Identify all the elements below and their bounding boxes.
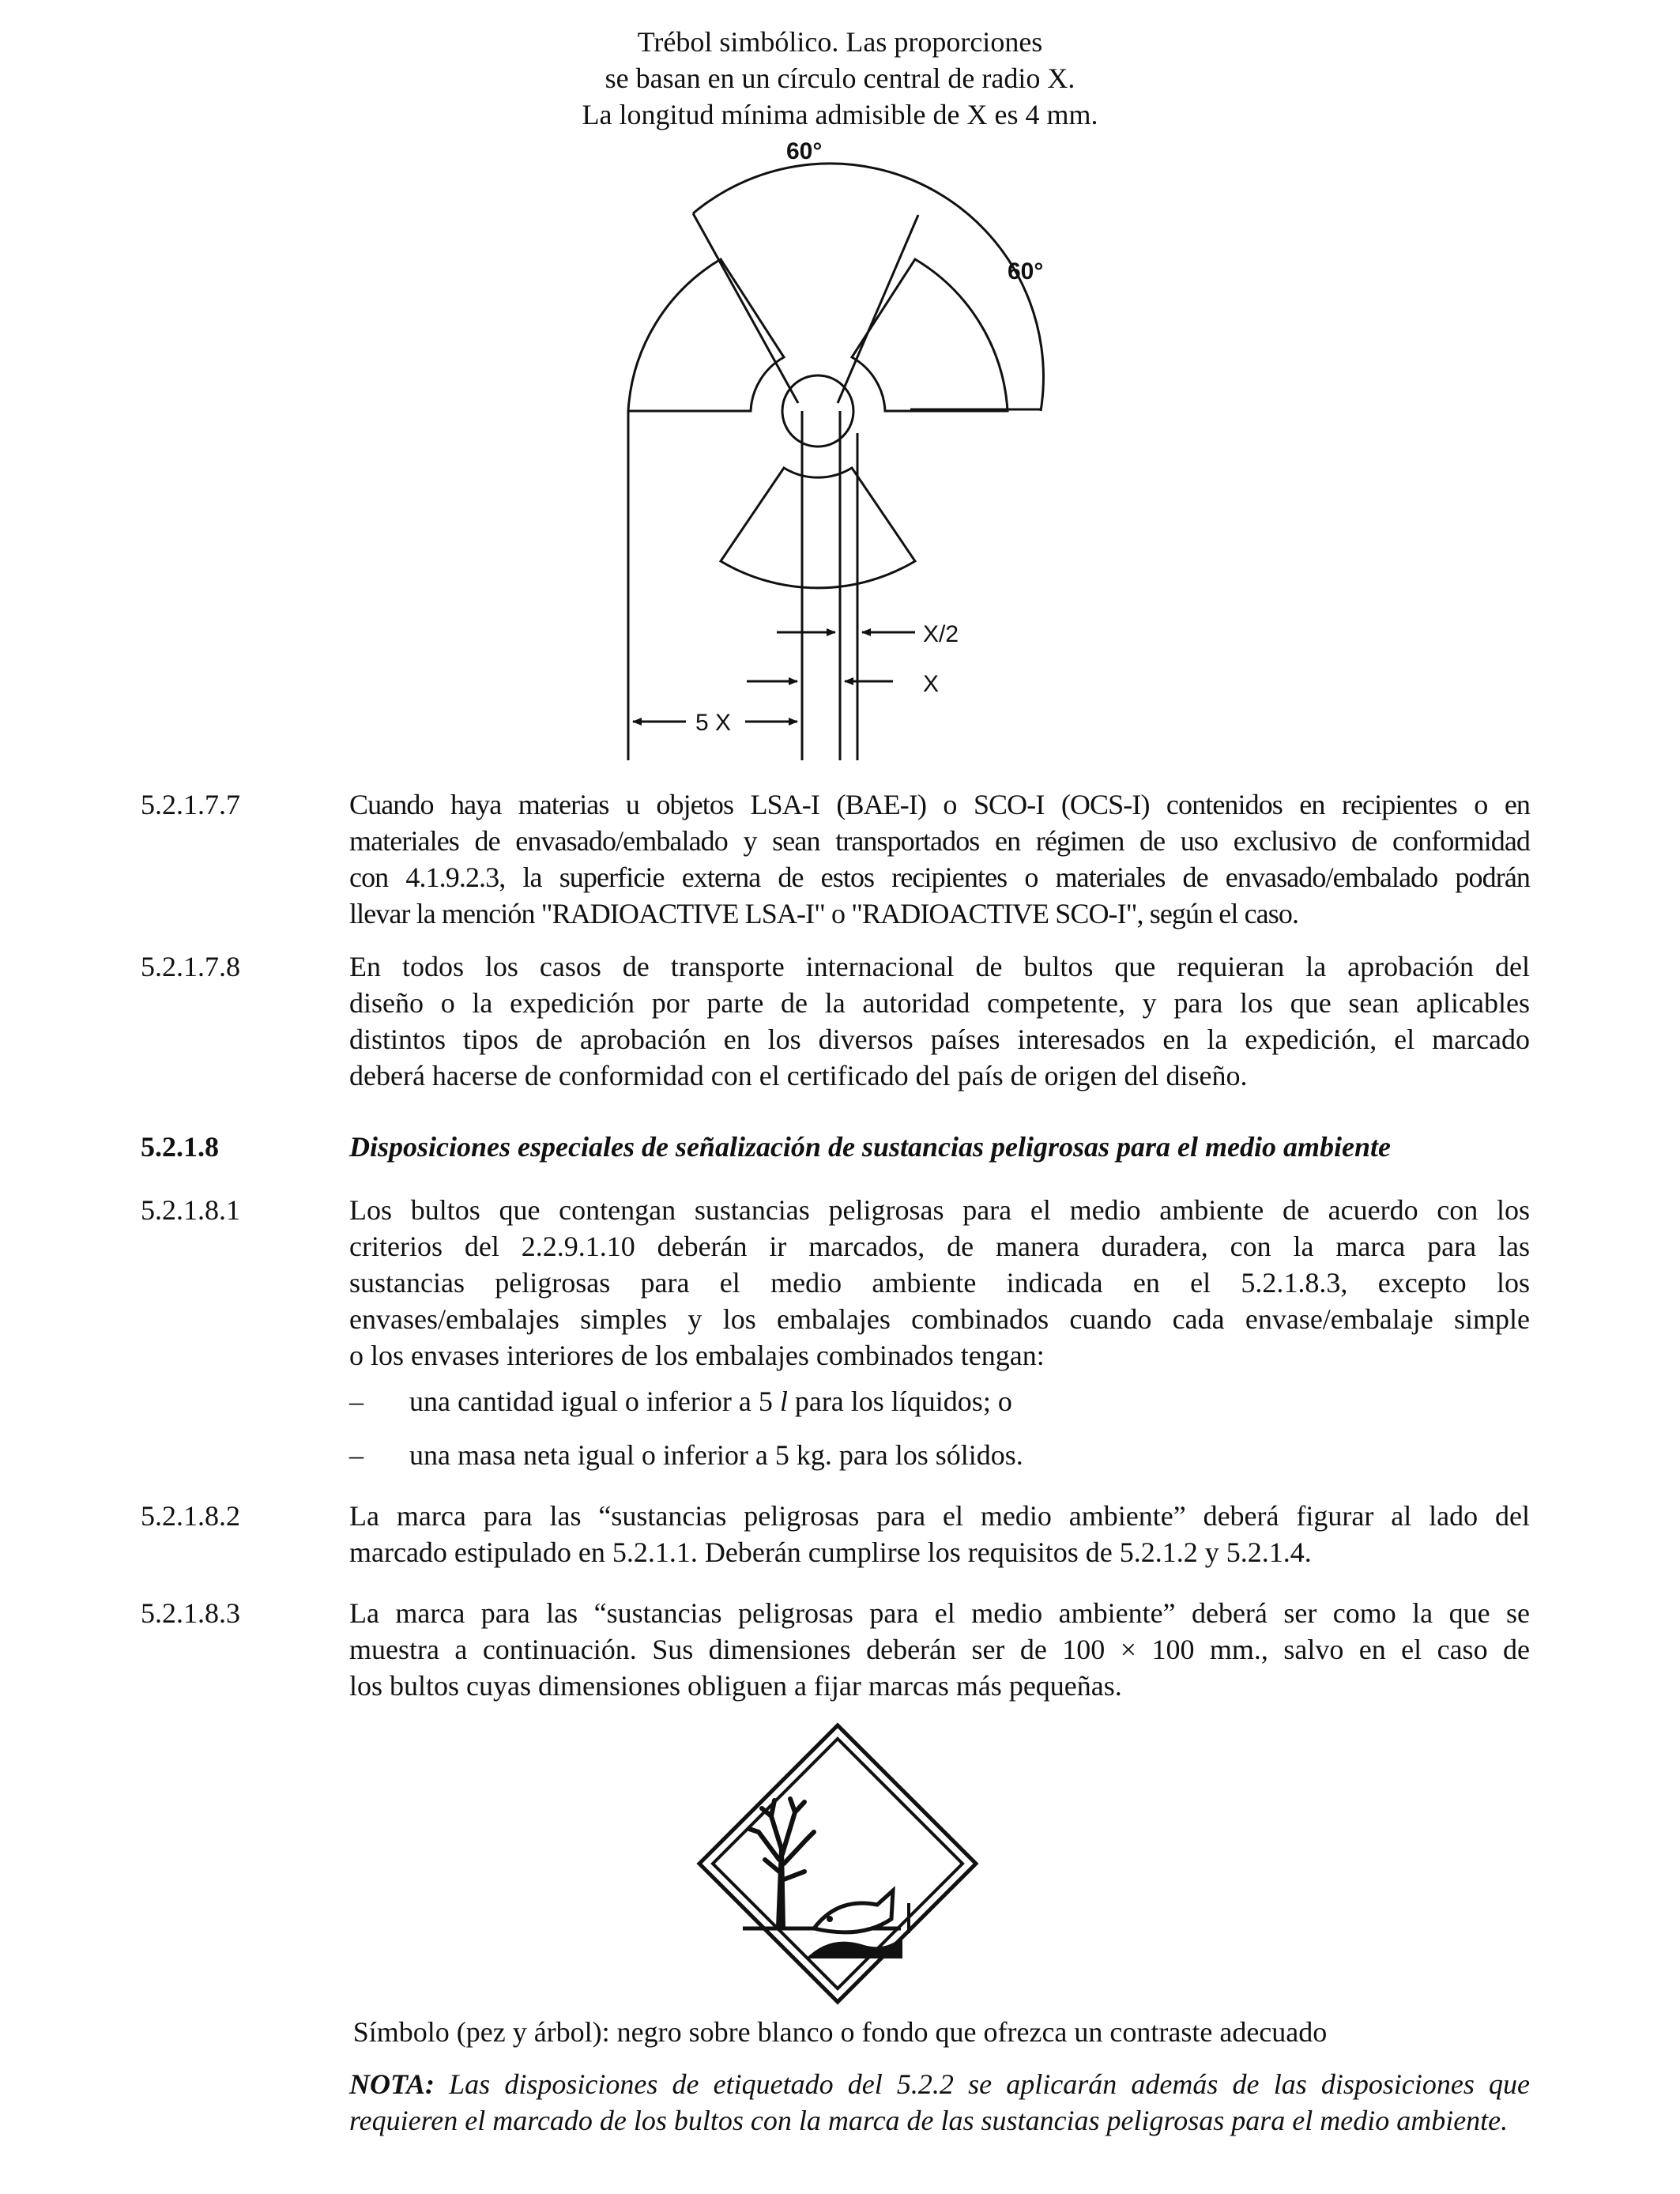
paragraph-number: 5.2.1.7.7 — [141, 789, 240, 820]
paragraph-number: 5.2.1.7.8 — [141, 951, 240, 982]
symbol-caption: Símbolo (pez y árbol): negro sobre blanco o fondo que ofrezca un contraste adecuado — [352, 2016, 1328, 2048]
caption-line-2: se basan en un círculo central de radio X. — [605, 62, 1075, 94]
angle-arc — [693, 164, 1043, 411]
text-line: llevar la mención "RADIOACTIVE LSA-I" o "RADIOACTIVE SCO-I", según el caso. — [349, 898, 1299, 929]
list-item-text: una cantidad igual o inferior a 5 l para los líquidos; o — [409, 1385, 1012, 1417]
text-line: La marca para las “sustancias peligrosas para el medio ambiente” deberá figurar al lado del — [349, 1500, 1530, 1532]
dash-bullet: – — [349, 1385, 363, 1417]
paragraph-number: 5.2.1.8.1 — [141, 1194, 240, 1226]
trefoil-center-circle — [782, 375, 853, 447]
dash-bullet: – — [349, 1439, 363, 1471]
list-item-text: una masa neta igual o inferior a 5 kg. para los sólidos. — [409, 1439, 1023, 1471]
text-line: envases/embalajes simples y los embalajes combinados cuando cada envase/embalaje simple — [349, 1303, 1530, 1335]
section-title: Disposiciones especiales de señalización de sustancias peligrosas para el medio ambiente — [349, 1131, 1391, 1163]
paragraph-text — [349, 786, 1530, 932]
text-line: sustancias peligrosas para el medio ambiente indicada en el 5.2.1.8.3, excepto los — [349, 1267, 1530, 1299]
note-text: Las disposiciones de etiquetado del 5.2.2 se aplicarán además de las disposiciones que — [435, 2068, 1530, 2100]
environment-hazard-mark — [695, 1721, 980, 2006]
diamond-border — [699, 1725, 976, 2002]
figure-caption — [0, 24, 1680, 133]
label-x: X — [923, 671, 940, 697]
trefoil-diagram — [601, 136, 1075, 768]
paragraph-text — [349, 1498, 1530, 1570]
text-line: Los bultos que contengan sustancias peligrosas para el medio ambiente de acuerdo con los — [349, 1194, 1530, 1226]
label-5x: 5 X — [695, 710, 732, 736]
text-line: los bultos cuyas dimensiones obliguen a fijar marcas más pequeñas. — [349, 1670, 1122, 1702]
paragraph-text — [349, 1192, 1530, 1374]
text-line: En todos los casos de transporte internacional de bultos que requieran la aprobación del — [349, 951, 1530, 982]
caption-line-1: Trébol simbólico. Las proporciones — [637, 26, 1043, 58]
trefoil-blade-right — [852, 259, 1008, 411]
text-line: muestra a continuación. Sus dimensiones deberán ser de 100 × 100 mm., salvo en el caso de — [349, 1634, 1530, 1665]
text-line: criterios del 2.2.9.1.10 deberán ir marcados, de manera duradera, con la marca para las — [349, 1231, 1530, 1262]
note-label: NOTA: — [349, 2068, 435, 2100]
note-text: requieren el marcado de los bultos con la marca de las sustancias peligrosas para el medio ambiente. — [349, 2105, 1509, 2136]
text-line: distintos tipos de aprobación en los diversos países interesados en la expedición, el marcado — [349, 1023, 1530, 1055]
text-line: o los envases interiores de los embalajes combinados tengan: — [349, 1340, 1045, 1371]
paragraph-number: 5.2.1.8.3 — [141, 1597, 240, 1629]
label-angle-right: 60° — [1008, 258, 1044, 285]
text-line: con 4.1.9.2.3, la superficie externa de estos recipientes o materiales de envasado/embalado podrán — [349, 861, 1530, 893]
section-number: 5.2.1.8 — [141, 1131, 219, 1163]
label-angle-top: 60° — [786, 138, 823, 164]
text-line: Cuando haya materias u objetos LSA-I (BAE-I) o SCO-I (OCS-I) contenidos en recipientes o en — [349, 789, 1530, 820]
paragraph-text — [349, 948, 1530, 1094]
note — [349, 2066, 1530, 2139]
text-line: marcado estipulado en 5.2.1.1. Deberán cumplirse los requisitos de 5.2.1.2 y 5.2.1.4. — [349, 1536, 1312, 1568]
label-x-half: X/2 — [923, 621, 959, 647]
text-line: deberá hacerse de conformidad con el certificado del país de origen del diseño. — [349, 1060, 1248, 1091]
text-line: materiales de envasado/embalado y sean transportados en régimen de uso exclusivo de conformidad — [349, 825, 1530, 857]
paragraph-text — [349, 1595, 1530, 1704]
trefoil-blade-bottom — [721, 468, 915, 588]
text-line: diseño o la expedición por parte de la autoridad competente, y para los que sean aplicables — [349, 987, 1530, 1019]
angle-line-left — [693, 213, 798, 403]
angle-line-right — [838, 215, 918, 403]
paragraph-number: 5.2.1.8.2 — [141, 1500, 240, 1532]
text-line: La marca para las “sustancias peligrosas para el medio ambiente” deberá ser como la que se — [349, 1597, 1530, 1629]
caption-line-3: La longitud mínima admisible de X es 4 mm. — [582, 99, 1098, 130]
